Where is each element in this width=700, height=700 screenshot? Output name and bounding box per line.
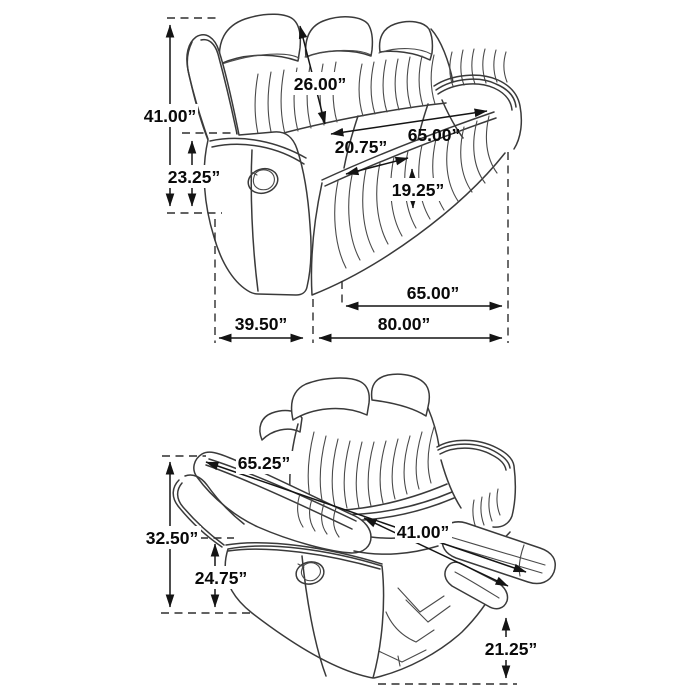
dim-footrest-height xyxy=(483,618,540,678)
dim-back-cushion-label: 26.00” xyxy=(293,74,347,94)
dim-footrest-height-label: 21.25” xyxy=(484,639,538,659)
dim-inner-width-label: 65.00” xyxy=(406,283,460,303)
dim-overall-width xyxy=(319,314,502,338)
base-outline xyxy=(311,153,505,295)
dim-reclined-back-height-label: 32.50” xyxy=(145,528,199,548)
upright-sofa-view xyxy=(142,14,521,343)
reclined-sofa-view xyxy=(144,374,555,684)
dim-depth xyxy=(219,314,303,338)
right-arm-pleats xyxy=(473,489,500,528)
dim-overall-width-label: 80.00” xyxy=(377,314,431,334)
dim-reclined-length-label: 65.25” xyxy=(237,453,291,473)
back-headrest-right xyxy=(372,374,430,416)
dim-arm-height-label: 23.25” xyxy=(167,167,221,187)
reclined-sofa-art xyxy=(173,374,555,678)
headrest-pillow-right xyxy=(380,22,433,60)
dim-seat-height xyxy=(390,169,446,208)
dim-seat-to-footrest-label: 41.00” xyxy=(396,522,450,542)
headrest-pillow-left xyxy=(219,14,300,64)
dim-seat-depth-label: 20.75” xyxy=(334,137,388,157)
dim-reclined-arm-height-label: 24.75” xyxy=(194,568,248,588)
left-arm-front-reclined xyxy=(225,546,383,678)
dim-depth-label: 39.50” xyxy=(234,314,288,334)
dim-seat-width-label: 65.00” xyxy=(407,125,461,145)
dim-seat-height-label: 19.25” xyxy=(391,180,445,200)
back-headrest-middle xyxy=(292,378,370,420)
dim-reclined-back-height xyxy=(144,462,201,607)
dim-inner-width xyxy=(346,283,502,306)
right-arm-reclined-view xyxy=(437,440,515,527)
dim-overall-height-label: 41.00” xyxy=(143,106,197,126)
